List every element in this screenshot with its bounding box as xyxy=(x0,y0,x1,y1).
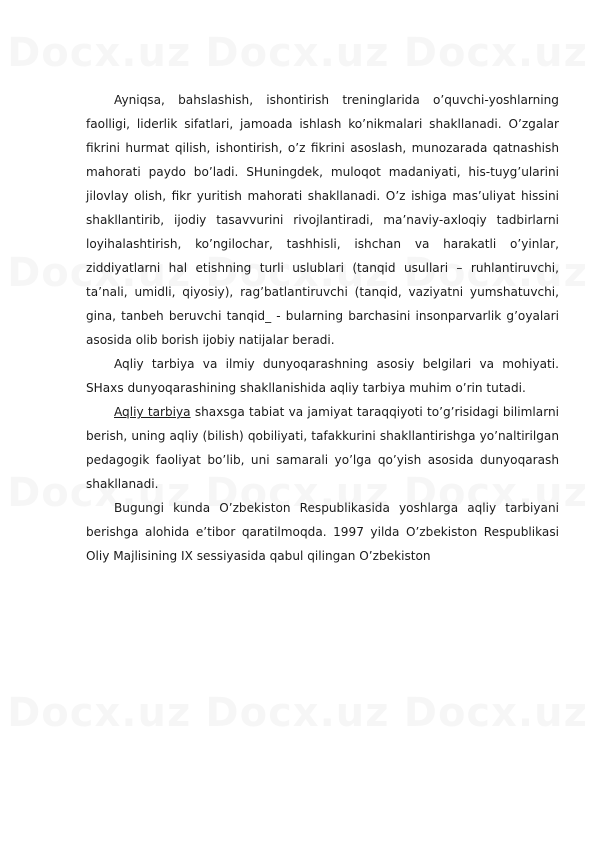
paragraph-mental-education-definition xyxy=(86,400,559,496)
watermark-row-4 xyxy=(0,690,595,736)
watermark xyxy=(205,690,389,736)
watermark xyxy=(7,690,191,736)
paragraph-uzbekistan-policy: Bugungi kunda O’zbekiston Respublikasida yoshlarga aqliy tarbiyani berishga alohida e’tibor qaratilmoqda. 1997 yilda O’zbekiston Respublikasi Oliy Majlisining IX sessiyasida qabul qilingan O’zbekiston xyxy=(86,501,559,563)
watermark xyxy=(7,30,191,76)
mental-education-definition-text: shaxsga tabiat va jamiyat taraqqiyoti to’g’risidagi bilimlarni berish, uning aqliy (bilish) qobiliyati, tafakkurini shakllantirishga yo’naltirilgan pedagogik faoliyat bo’lib, uni samarali yo’lga qo’yish asosida dunyoqarash shakllanadi. xyxy=(86,405,559,491)
mental-education-link[interactable]: Aqliy tarbiya xyxy=(114,405,191,419)
watermark xyxy=(404,30,588,76)
watermark xyxy=(404,690,588,736)
document-body xyxy=(86,88,559,568)
paragraph-mental-education-intro: Aqliy tarbiya va ilmiy dunyoqarashning asosiy belgilari va mohiyati. SHaxs dunyoqarashining shakllanishida aqliy tarbiya muhim o’rin tutadi. xyxy=(86,357,559,395)
watermark xyxy=(205,30,389,76)
paragraph-training-benefits: Ayniqsa, bahslashish, ishontirish treninglarida o’quvchi-yoshlarning faolligi, liderlik sifatlari, jamoada ishlash ko’nikmalari shakllanadi. O’zgalar fikrini hurmat qilish, ishontirish, o’z fikrini asoslash, munozarada qatnashish mahorati paydo bo’ladi. SHuningdek, muloqot madaniyati, his-tuyg’ularini jilovlay olish, fikr yuritish mahorati shakllanadi. O’z ishiga mas’uliyat hissini shakllantirib, ijodiy tasavvurini rivojlantiradi, ma’naviy-axloqiy tadbirlarni loyihalashtirish, ko’ngilochar, tashhisli, ishchan va harakatli o’yinlar, ziddiyatlarni hal etishning turli uslublari (tanqid usullari – ruhlantiruvchi, ta’nali, umidli, qiyosiy), rag’batlantiruvchi (tanqid, vaziyatni yumshatuvchi, gina, tanbeh beruvchi tanqid_ - bularning barchasini insonparvarlik g’oyalari asosida olib borish ijobiy natijalar beradi. xyxy=(86,93,559,347)
watermark-row-1 xyxy=(0,30,595,76)
